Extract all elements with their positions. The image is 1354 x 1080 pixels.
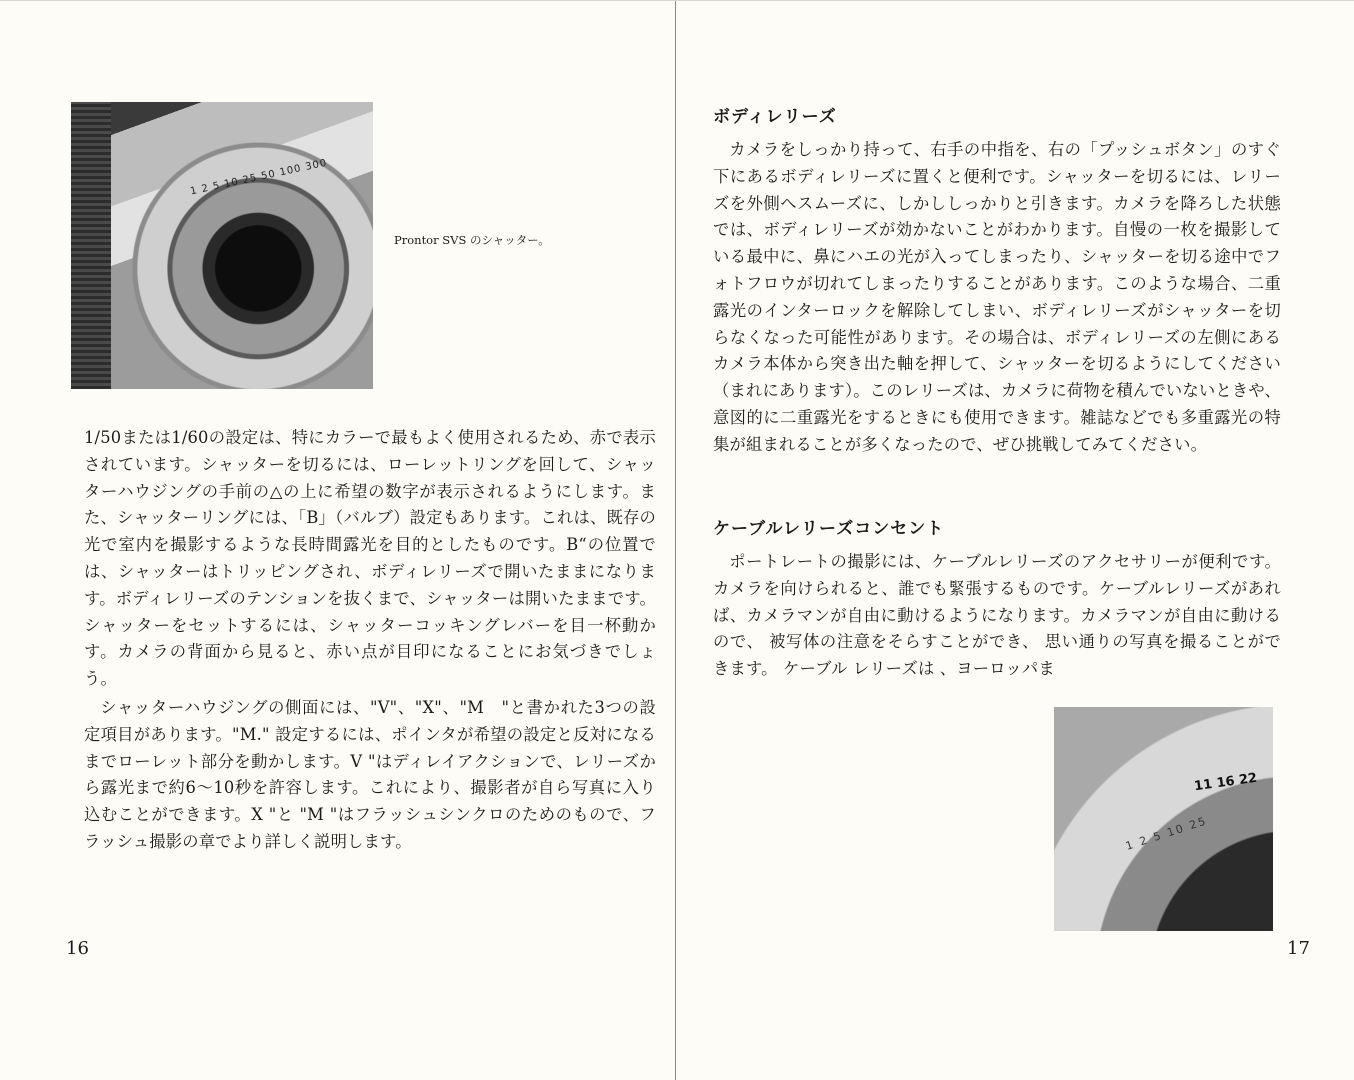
shutter-photo	[71, 102, 373, 389]
page-number-right: 17	[1287, 938, 1310, 959]
left-page	[0, 1, 675, 1080]
page-number-left: 16	[66, 938, 89, 959]
paragraph-shutter-speed: 1/50または1/60の設定は、特にカラーで最もよく使用されるため、赤で表示されています。シャッターを切るには、ローレットリングを回して、シャッターハウジングの手前の△の上に希望の数字が表示されるようにします。また、シャッターリングには、「B」（バルブ）設定もあります。これは、既存の光で室内を撮影するような長時間露光を目的としたものです。B“の位置では、シャッターはトリッピングされ、ボディレリーズで開いたままになります。ボディレリーズのテンションを抜くまで、シャッターは開いたままです。シャッターをセットするには、シャッターコッキングレバーを目一杯動かす。カメラの背面から見ると、赤い点が目印になることにお気づきでしょう。	[84, 428, 656, 689]
paragraph-shutter-settings: シャッターハウジングの側面には、"V"、"X"、"M "と書かれた3つの設定項目があります。"M." 設定するには、ポインタが希望の設定と反対になるまでローレット部分を動かします。V "はディレイアクションで、レリーズから露光まで約6〜10秒を許容します。これにより、撮影者が自ら写真に入り込むことができます。X "と "M "はフラッシュシンクロのためのもので、フラッシュ撮影の章でより詳しく説明します。	[84, 698, 656, 851]
section-heading-body-release: ボディレリーズ	[713, 107, 837, 127]
cable-release-socket-photo	[1054, 707, 1273, 931]
paragraph-cable-release: ポートレートの撮影には、ケーブルレリーズのアクセサリーが便利です。カメラを向けられると、誰でも緊張するものです。ケーブルレリーズがあれば、カメラマンが自由に動けるようになります。カメラマンが自由に動けるので、 被写体の注意をそらすことができ、 思い通りの写真を撮ることができます。 ケーブル レリーズは 、ヨーロッパま	[713, 552, 1281, 679]
section-heading-cable-release: ケーブルレリーズコンセント	[713, 519, 945, 539]
paragraph-body-release: カメラをしっかり持って、右手の中指を、右の「プッシュボタン」のすぐ下にあるボディレリーズに置くと便利です。シャッターを切るには、レリーズを外側へスムーズに、しかししっかりと引きます。カメラを降ろした状態では、ボディレリーズが効かないことがわかります。自慢の一枚を撮影している最中に、鼻にハエの光が入ってしまったり、シャッターを切る途中でフォトフロウが切れてしまったりすることがあります。このような場合、二重露光のインターロックを解除してしまい、ボディレリーズがシャッターを切らなくなった可能性があります。その場合は、ボディレリーズの左側にあるカメラ本体から突き出た軸を押して、シャッターを切るようにしてください（まれにあります）。このレリーズは、カメラに荷物を積んでいないときや、意図的に二重露光をするときにも使用できます。雑誌などでも多重露光の特集が組まれることが多くなったので、ぜひ挑戦してみてください。	[713, 140, 1281, 454]
photo-caption: Prontor SVS のシャッター。	[394, 233, 550, 247]
